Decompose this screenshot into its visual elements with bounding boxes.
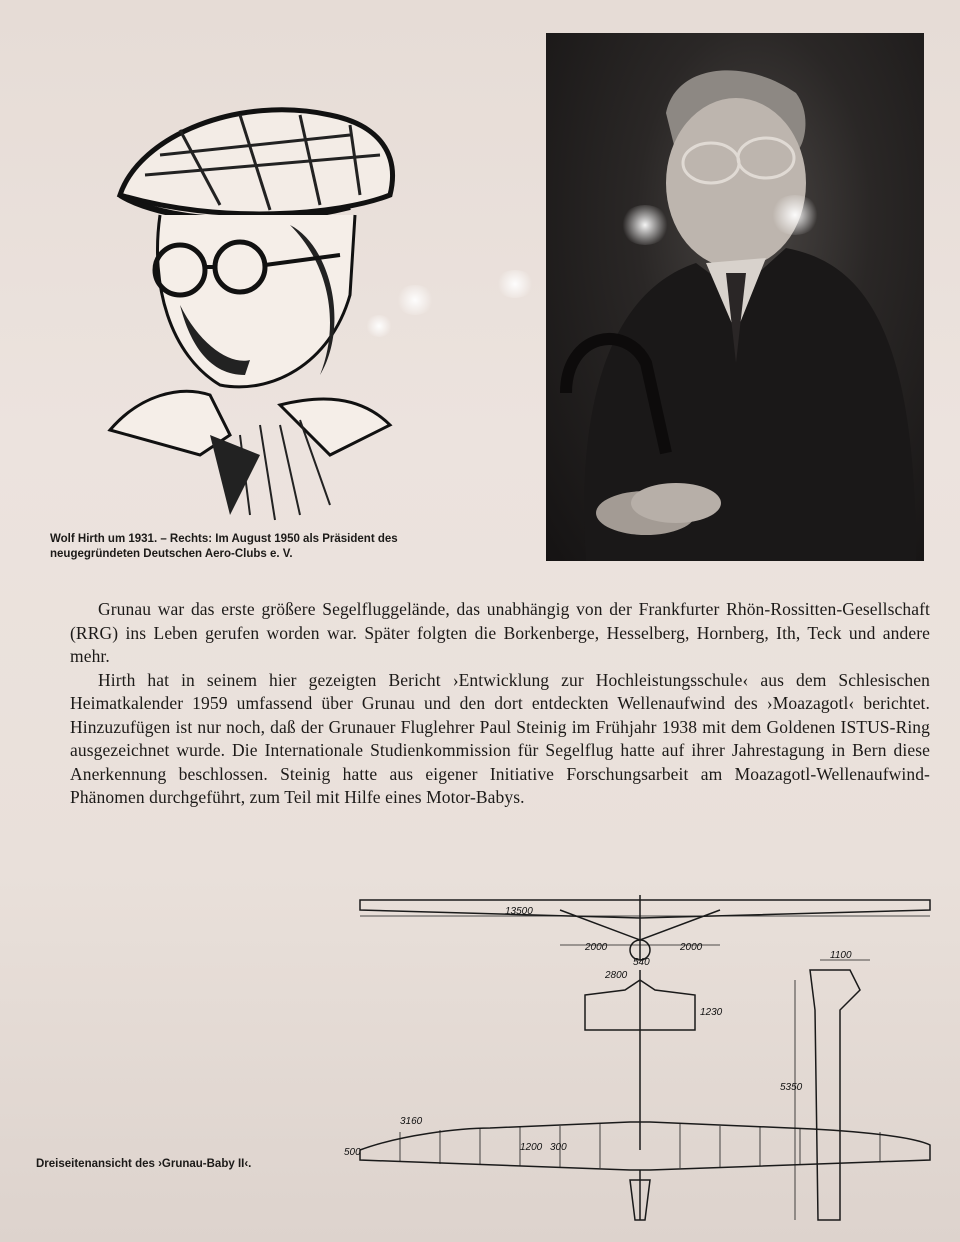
dim-tail-chord: 1230 bbox=[700, 1007, 723, 1018]
dim-tip: 500 bbox=[344, 1147, 361, 1158]
article-body bbox=[70, 598, 930, 810]
caption-drawing: Dreiseitenansicht des ›Grunau-Baby II‹. bbox=[36, 1158, 252, 1170]
dim-center: 540 bbox=[633, 957, 650, 968]
three-view-drawing bbox=[340, 880, 940, 1230]
dim-strut-right: 2000 bbox=[680, 942, 703, 953]
dim-fin-width: 1100 bbox=[830, 950, 852, 961]
dim-length: 5350 bbox=[780, 1082, 803, 1093]
dim-tail-span: 2800 bbox=[605, 970, 628, 981]
paragraph: Grunau war das erste größere Segelfluggelände, das unabhängig von der Frankfurter Rhön-Rossitten-Gesellschaft (RRG) ins Leben gerufen worden war. Später folgten die Borkenberge, Hesselberg, Hornberg, Ith, Teck und andere mehr. bbox=[70, 599, 930, 666]
caption-sketch: Wolf Hirth um 1931. – Rechts: Im August 1950 als Präsident des neugegründeten Deutschen Aero-Clubs e. V. bbox=[50, 533, 398, 560]
sketch-portrait bbox=[100, 95, 420, 525]
dim-wing-root: 3160 bbox=[400, 1116, 423, 1127]
paragraph: Hirth hat in seinem hier gezeigten Bericht ›Entwicklung zur Hochleistungsschule‹ aus dem Schlesischen Heimatkalender 1959 umfassend über Grunau und den dort entdeckten Wellenaufwind des ›Moazagotl‹ berichtet. Hinzuzufügen ist nur noch, daß der Grunauer Fluglehrer Paul Steinig im Frühjahr 1938 mit dem Goldenen ISTUS-Ring ausgezeichnet wurde. Die Internationale Studienkommission für Segelflug hatte auf ihrer Jahrestagung in Bern diese Anerkennung beschlossen. Steinig hatte aus eigener Initiative Forschungsarbeit am Moazagotl-Wellenaufwind-Phänomen durchgeführt, zum Teil mit Hilfe eines Motor-Babys. bbox=[70, 669, 930, 807]
dim-span: 13500 bbox=[505, 906, 533, 917]
dim-strut-left: 2000 bbox=[585, 942, 608, 953]
dim-chord: 1200 bbox=[520, 1142, 543, 1153]
dim-chord-small: 300 bbox=[550, 1142, 567, 1153]
light-glare bbox=[495, 270, 535, 298]
portrait-photo bbox=[546, 33, 924, 561]
